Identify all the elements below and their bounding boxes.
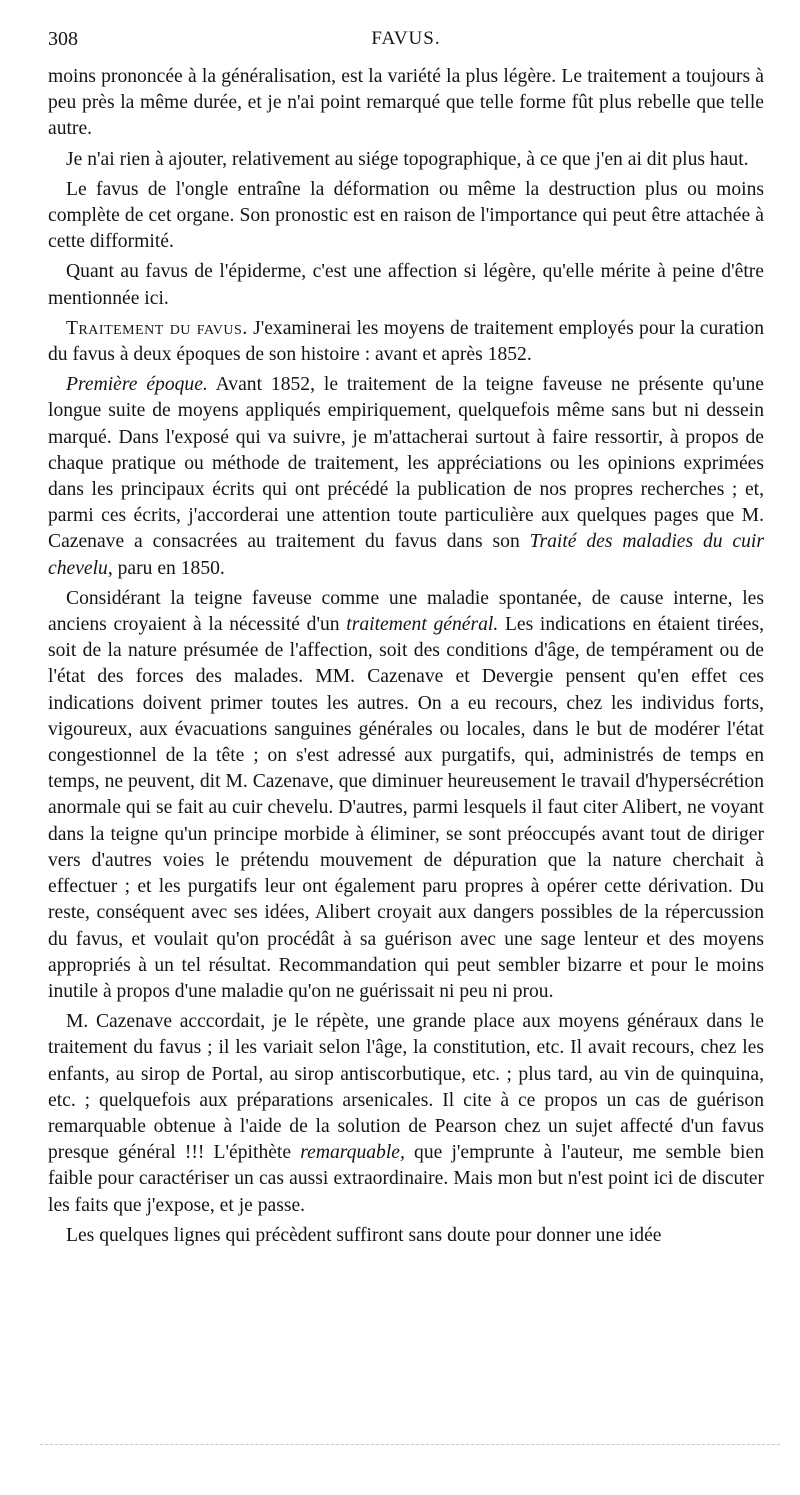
text-run: Le favus de l'ongle entraîne la déformation ou même la destruction plus ou moins complète de cet organe. Son pronostic est en raison de l'importance qui peut être attachée à cette difformité.	[48, 178, 764, 253]
text-run: M. Cazenave acccordait, je le répète, une grande place aux moyens généraux dans le traitement du favus ; il les variait selon l'âge, la constitution, etc. Il avait recours, chez les enfants, au sirop de Portal, au sirop antiscorbutique, etc. ; plus tard, au vin de quinquina, etc. ; quelquefois aux préparations arsenicales. Il cite à ce propos un cas de guérison remarquable obtenue à l'aide de la solution de Pearson chez un sujet affecté d'un favus presque général !!! L'épithète	[48, 1011, 764, 1164]
text-run: que j'emprunte à l'auteur, me semble bien faible pour caractériser un cas aussi extraordinaire. Mais mon but n'est point ici de discuter les faits que j'expose, et je passe.	[48, 1142, 764, 1216]
running-title: FAVUS.	[371, 28, 441, 49]
text-run: Je n'ai rien à ajouter, relativement au siége topographique, à ce que j'en ai dit plus haut.	[66, 148, 749, 170]
text-run: Les quelques lignes qui précèdent suffiront sans doute pour donner une idée	[66, 1224, 662, 1246]
subsection-heading: Première époque.	[66, 374, 208, 396]
running-head	[48, 28, 764, 56]
page-number: 308	[48, 28, 78, 50]
text-run: moins prononcée à la généralisation, est la variété la plus légère. Le traitement a toujours à peu près la même durée, et je n'ai point remarqué que telle forme fût plus rebelle que telle autre.	[48, 66, 764, 140]
paragraph	[48, 64, 764, 143]
paragraph	[48, 316, 764, 368]
paragraph	[48, 586, 764, 1005]
emphasis: traitement général.	[346, 614, 499, 636]
book-title: Traité des maladies du cuir chevelu,	[48, 531, 764, 579]
page-body	[48, 64, 764, 1253]
section-heading: Traitement du favus.	[66, 317, 248, 339]
text-run: Quant au favus de l'épiderme, c'est une affection si légère, qu'elle mérite à peine d'être mentionnée ici.	[48, 261, 764, 309]
text-run: Avant 1852, le traitement de la teigne faveuse ne présente qu'une longue suite de moyens appliqués empiriquement, quelquefois même sans but ni dessein marqué. Dans l'exposé qui va suivre, je m'attacherai surtout à faire ressortir, à propos de chaque pratique ou méthode de traitement, les appréciations ou les opinions exprimées dans les principaux écrits qui ont précédé la publication de nos propres recherches ; et, parmi ces écrits, j'accorderai une attention toute particulière aux quelques pages que M. Cazenave a consacrées au traitement du favus dans son	[48, 374, 764, 553]
paragraph	[48, 1009, 764, 1219]
paragraph	[48, 372, 764, 582]
paragraph	[48, 1223, 764, 1249]
emphasis: remarquable,	[300, 1142, 405, 1164]
paragraph	[48, 177, 764, 256]
paragraph	[48, 259, 764, 311]
text-run: Considérant la teigne faveuse comme une maladie spontanée, de cause interne, les anciens croyaient à la nécessité d'un	[48, 587, 764, 636]
text-run: J'examinerai les moyens de traitement employés pour la curation du favus à deux époques de son histoire : avant et après 1852.	[48, 317, 764, 366]
scan-margin-artifact	[40, 1444, 780, 1455]
text-run: Les indications en étaient tirées, soit de la nature présumée de l'affection, soit des conditions d'âge, de tempérament ou de l'état des forces des malades. MM. Cazenave et Devergie pensent qu'en effet ces indications doivent primer toutes les autres. On a eu recours, chez les individus forts, vigoureux, aux évacuations sanguines générales ou locales, dans le but de modérer l'état congestionnel de la tête ; on s'est adressé aux purgatifs, qui, administrés de temps en temps, ne peuvent, dit M. Cazenave, que diminuer heureusement le travail d'hypersécrétion anormale qui se fait au cuir chevelu. D'autres, parmi lesquels il faut citer Alibert, ne voyant dans la teigne qu'un principe morbide à éliminer, se sont préoccupés avant tout de diriger vers d'autres voies le prétendu mouvement de dépuration que la nature cherchait à effectuer ; et les purgatifs leur ont également paru propres à opérer cette dérivation. Du reste, conséquent avec ses idées, Alibert croyait aux dangers possibles de la répercussion du favus, et voulait qu'on procédât à sa guérison avec une sage lenteur et des moyens appropriés à un tel résultat. Recommandation qui peut sembler bizarre et pour le moins inutile à propos d'une maladie qu'on ne guérissait ni peu ni prou.	[48, 614, 765, 1002]
paragraph	[48, 147, 764, 173]
text-run: paru en 1850.	[112, 557, 225, 579]
